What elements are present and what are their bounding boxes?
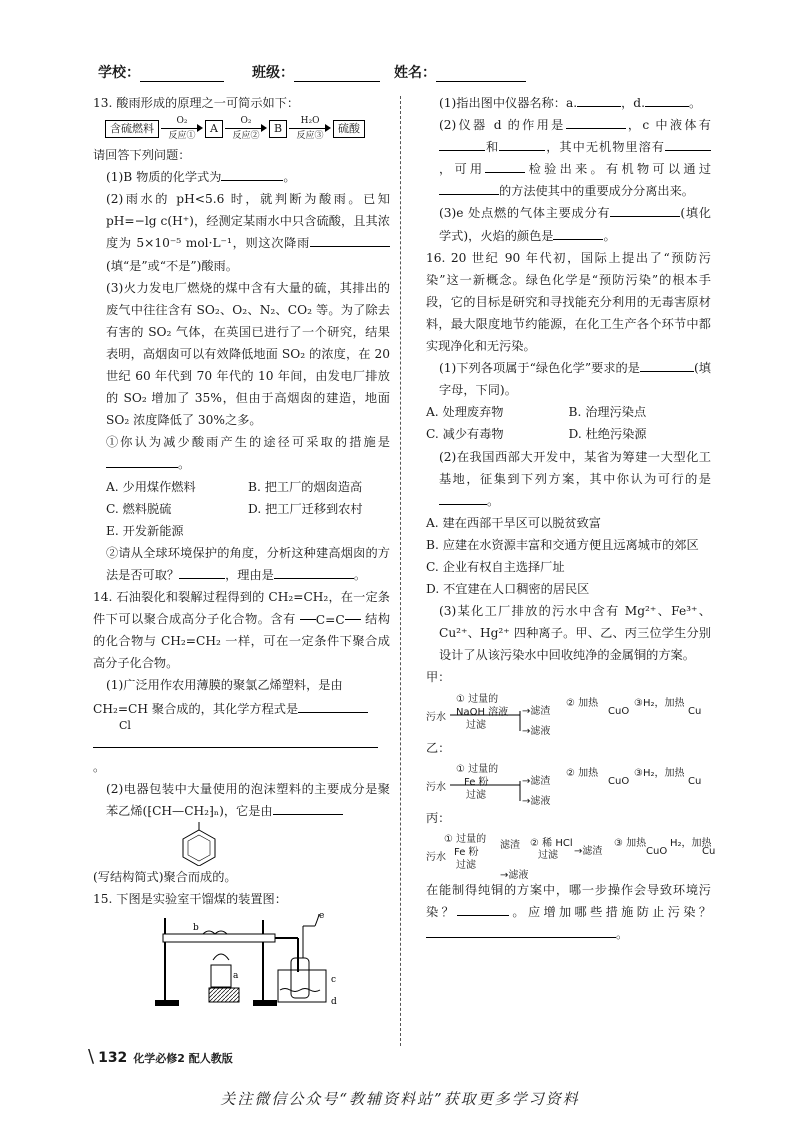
q15-answer-a[interactable] [577, 92, 621, 107]
q13-option-b[interactable]: B. 把工厂的烟囱造高 [248, 479, 363, 494]
q16-part3: (3)某化工厂排放的污水中含有 Mg²⁺、Fe³⁺、Cu²⁺、Hg²⁺ 四种离子。甲、乙、丙三位学生分别设计了从该污染水中回收纯净的金属铜的方案。 [439, 604, 711, 663]
coal-distillation-apparatus [153, 910, 383, 1010]
flow-node-fuel: 含硫燃料 [105, 120, 159, 138]
q13-answer-3[interactable] [106, 453, 178, 468]
class-field: 班级： [252, 62, 380, 82]
q13-stem: 13. 酸雨形成的原理之一可简示如下： [93, 96, 300, 110]
q16-answer-4[interactable] [426, 923, 616, 938]
flow-arrow-2: O₂ 反应② [223, 116, 269, 142]
q16-stem: 16. 20 世纪 90 年代初，国际上提出了“预防污染”这一新概念。绿色化学是“预防污染”的根本手段，它的目标是研究和寻找能充分利用的无毒害原材料，最大限度地节约能源，在化工生产各个环节中都实现净化和无污染。 [426, 250, 711, 354]
question-14 [93, 586, 390, 888]
q14-part2-end: (写结构简式)聚合而成的。 [93, 869, 237, 884]
q15-answer-3a[interactable] [610, 202, 680, 217]
q16-final-question: 在能制得纯铜的方案中，哪一步操作会导致环境污染？ 。应增加哪些措施防止污染？。 [426, 882, 712, 941]
q13-sub2: ②请从全球环境保护的角度，分析这种建高烟囱的方法是否可取？ ，理由是 。 [106, 545, 390, 582]
flow-node-b: B [269, 120, 287, 138]
q16-1-option-c[interactable]: C. 减少有毒物 [426, 427, 504, 442]
q13-option-a[interactable]: A. 少用煤作燃料 [106, 479, 196, 494]
scheme-jia: ① 过量的 NaOH 溶液 过滤 污水 →滤渣 →滤液 ② 加热 CuO ③H₂，加热 Cu [426, 693, 702, 737]
q14-pvc-monomer: CH₂=CH 聚合成的，其化学方程式是 [93, 698, 390, 717]
scheme-jia-label: 甲： [426, 670, 451, 685]
q13-reaction-flow [105, 116, 390, 142]
q15-stem: 15. 下图是实验室干馏煤的装置图： [93, 891, 287, 906]
q14-part2: (2)电器包装中大量使用的泡沫塑料的主要成分是聚苯乙烯(⁅CH—CH₂⁆ₙ)，它是由 [106, 781, 390, 818]
q13-option-c[interactable]: C. 燃料脱硫 [106, 501, 172, 516]
apparatus-label-a: a [233, 971, 239, 981]
page-footer: \ 132 化学必修2 配人教版 [88, 1046, 233, 1067]
flow-node-acid: 硫酸 [333, 120, 365, 138]
apparatus-label-c: c [331, 975, 337, 985]
benzene-ring-icon [179, 822, 219, 866]
apparatus-label-b: b [193, 923, 199, 933]
q13-answer-5[interactable] [274, 564, 354, 579]
watermark: 关注微信公众号“教辅资料站”获取更多学习资料 [220, 1090, 580, 1108]
q13-intro: 请回答下列问题： [93, 148, 191, 163]
q16-part1: (1)下列各项属于“绿色化学”要求的是 (填字母，下同)。 [426, 357, 711, 401]
q13-answer-1[interactable] [221, 166, 283, 181]
class-blank[interactable] [294, 65, 380, 82]
scheme-yi-label: 乙： [426, 740, 451, 755]
q13-sub1: ①你认为减少酸雨产生的途径可采取的措施是。 [106, 435, 390, 472]
name-field: 姓名： [394, 62, 526, 82]
q16-2-option-d[interactable]: D. 不宜建在人口稠密的居民区 [426, 582, 590, 597]
carbon-double-bond-structure: C=C [300, 612, 361, 628]
q16-1-option-a[interactable]: A. 处理废弃物 [426, 405, 504, 420]
q15-part1: (1)指出图中仪器名称：a. ，d. 。 [426, 92, 711, 114]
q15-answer-d[interactable] [645, 92, 689, 107]
question-16 [426, 247, 716, 945]
scheme-bing-label: 丙： [426, 810, 451, 825]
apparatus-label-e: e [319, 911, 325, 921]
q16-2-option-b[interactable]: B. 应建在水资源丰富和交通方便且远离城市的郊区 [426, 537, 699, 552]
apparatus-label-d: d [331, 997, 337, 1007]
q15-part3: (3)e 处点燃的气体主要成分有 (填化学式)，火焰的颜色是 。 [426, 202, 711, 246]
q13-option-e[interactable]: E. 开发新能源 [106, 523, 184, 538]
q15-answer-2d[interactable] [665, 136, 711, 151]
flow-node-a: A [205, 120, 223, 138]
flow-arrow-3: H₂O 反应③ [287, 116, 333, 142]
school-field: 学校： [98, 62, 224, 82]
q14-answer-1[interactable] [298, 698, 368, 713]
school-blank[interactable] [140, 65, 224, 82]
q14-answer-2[interactable] [93, 733, 378, 748]
flow-arrow-1: O₂ 反应① [159, 116, 205, 142]
q16-2-option-c[interactable]: C. 企业有权自主选择厂址 [426, 559, 565, 574]
q14-answer-3[interactable] [273, 800, 343, 815]
question-15 [93, 888, 390, 1010]
q13-answer-4[interactable] [179, 564, 225, 579]
q16-answer-2[interactable] [439, 490, 487, 505]
q13-part3: (3)火力发电厂燃烧的煤中含有大量的硫，其排出的废气中往往含有 SO₂、O₂、N₂、CO₂ 等。为了除去有害的 SO₂ 气体，在英国已进行了一个研究，结果表明，高烟囱可以有效降低地面 SO₂ 的浓度，在 20 世纪 60 年代到 70 年代的 10 年间，由发电厂排放的 SO₂ 增加了 35%，但由于高烟囱的建造，地面 SO₂ 浓度降低了 30%之多。 [106, 280, 390, 428]
q16-1-option-b[interactable]: B. 治理污染点 [568, 405, 647, 420]
q14-answer-line: 。 [93, 733, 390, 777]
q15-part2: (2)仪器 d 的作用是 ，c 中液体有和 ，其中无机物里溶有，可用 检验出来。有机物可以通过的方法使其中的重要成分分离出来。 [426, 114, 711, 202]
q13-options [93, 476, 390, 542]
q15-answer-2c[interactable] [499, 136, 545, 151]
q14-stem: 14. 石油裂化和裂解过程得到的 CH₂=CH₂，在一定条件下可以聚合成高分子化合物。含有 C=C 结构的化合物与 CH₂=CH₂ 一样，可在一定条件下聚合成高分子化合物。 [93, 589, 391, 671]
q14-part1: (1)广泛用作农用薄膜的聚氯乙烯塑料，是由 [106, 678, 343, 693]
q16-part2: (2)在我国西部大开发中，某省为筹建一大型化工基地，征集到下列方案，其中你认为可行的是。 [439, 449, 711, 508]
q14-cl-substituent: Cl [119, 719, 131, 733]
q16-answer-1[interactable] [640, 357, 694, 372]
scheme-bing: ① 过量的 Fe 粉 过滤 污水 滤渣 ② 稀 HCl 过滤 →滤渣 ③ 加热 CuO H₂，加热 Cu →滤液 [426, 833, 716, 881]
scheme-yi: ① 过量的 Fe 粉 过滤 污水 →滤渣 →滤液 ② 加热 CuO ③H₂，加热 Cu [426, 763, 702, 807]
q16-1-option-d[interactable]: D. 杜绝污染源 [568, 427, 647, 442]
q13-part1: (1)B 物质的化学式为 。 [93, 166, 390, 188]
right-column [426, 92, 716, 945]
page-number: 132 [98, 1050, 128, 1066]
question-13 [93, 92, 390, 586]
q16-2-option-a[interactable]: A. 建在西部干旱区可以脱贫致富 [426, 515, 601, 530]
q13-answer-2[interactable] [310, 232, 390, 247]
q16-options-1 [426, 401, 711, 445]
q15-answer-3b[interactable] [553, 225, 603, 240]
q13-option-d[interactable]: D. 把工厂迁移到农村 [248, 501, 363, 516]
left-column [93, 92, 390, 1010]
book-title: 化学必修2 配人教版 [133, 1052, 233, 1065]
student-info-header [98, 62, 738, 86]
q13-part2: (2)雨水的 pH<5.6 时，就判断为酸雨。已知 pH=−lg c(H⁺)，经测定某雨水中只含硫酸，且其浓度为 5×10⁻⁵ mol·L⁻¹，则这次降雨(填“是”或“不是”)酸雨。 [106, 192, 390, 273]
q15-answer-2e[interactable] [485, 158, 525, 173]
q15-answer-2a[interactable] [566, 114, 626, 129]
q15-answer-2b[interactable] [439, 136, 485, 151]
q16-answer-3[interactable] [457, 901, 509, 916]
name-blank[interactable] [436, 65, 526, 82]
q15-answer-2f[interactable] [439, 180, 499, 195]
column-divider [400, 96, 401, 1046]
